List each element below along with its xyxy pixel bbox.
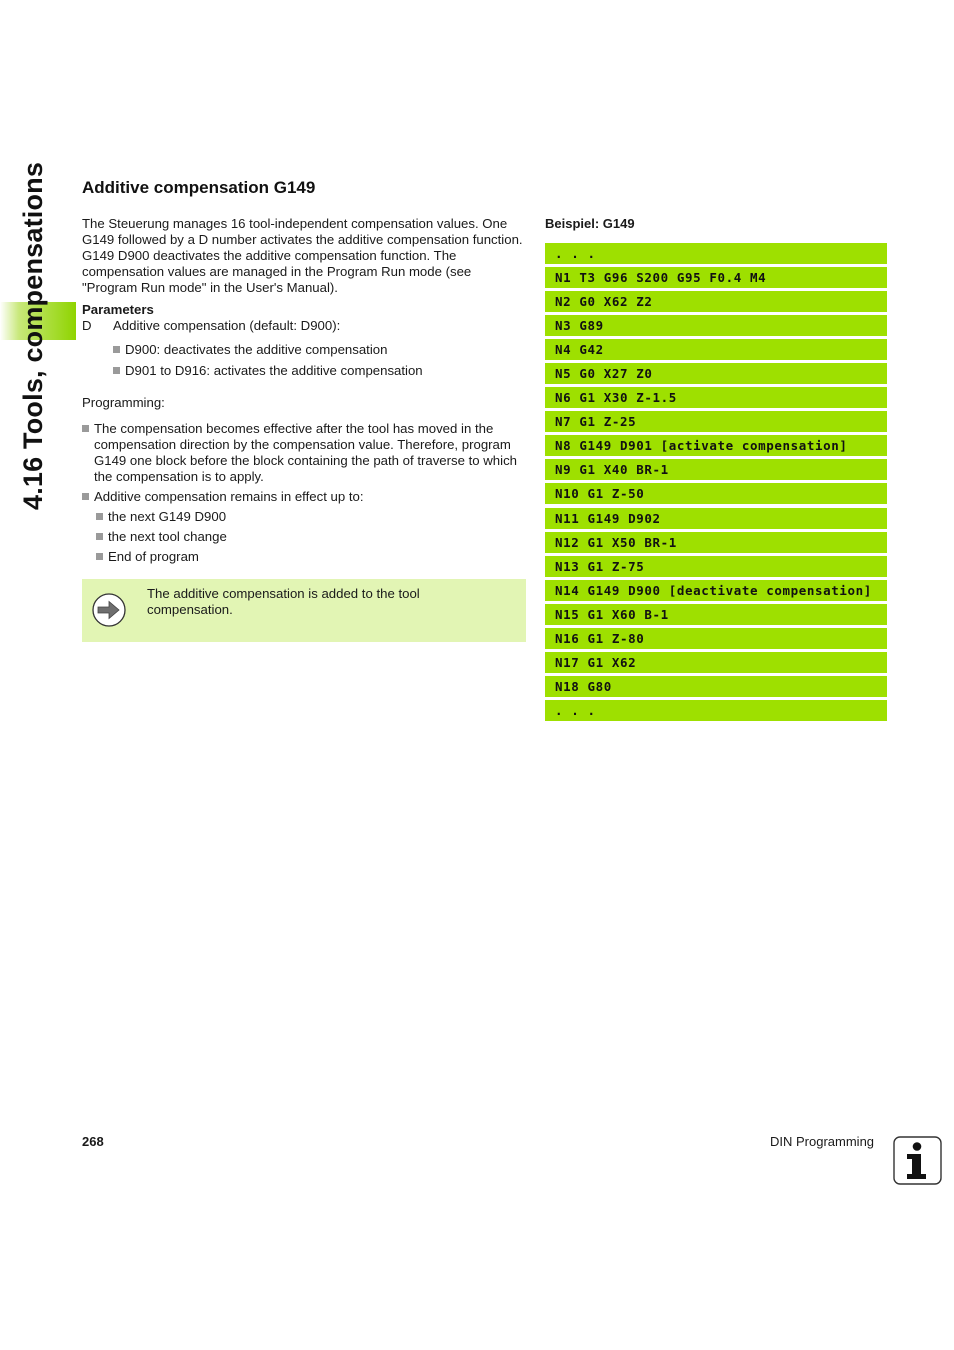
code-line: . . . [545,243,887,264]
code-example [545,243,887,724]
list-subitem: the next tool change [82,529,527,545]
code-line: N9 G1 X40 BR-1 [545,459,887,480]
list-subitem: End of program [82,549,527,565]
programming-label: Programming: [82,395,165,410]
code-line: N15 G1 X60 B-1 [545,604,887,625]
square-bullet-icon [113,367,120,374]
parameter-option: D901 to D916: activates the additive compensation [82,363,527,379]
code-line: N18 G80 [545,676,887,697]
page-number: 268 [82,1134,104,1149]
list-subitem: the next G149 D900 [82,509,527,525]
footer-section-name: DIN Programming [770,1134,875,1149]
parameter-option: D900: deactivates the additive compensation [82,342,527,358]
code-line: N5 G0 X27 Z0 [545,363,887,384]
square-bullet-icon [82,493,89,500]
code-line: N7 G1 Z-25 [545,411,887,432]
arrow-right-icon [92,593,126,627]
chapter-title: 4.16 Tools, compensations [18,161,48,510]
code-line: N6 G1 X30 Z-1.5 [545,387,887,408]
square-bullet-icon [113,346,120,353]
square-bullet-icon [96,513,103,520]
square-bullet-icon [96,553,103,560]
code-line: N10 G1 Z-50 [545,483,887,504]
parameter-key: D [82,318,92,333]
code-line: N11 G149 D902 [545,508,887,529]
main-text-column [82,216,527,565]
example-heading: Beispiel: G149 [545,216,635,231]
parameter-description: Additive compensation (default: D900): [113,318,341,333]
note-text: The additive compensation is added to the tool compensation. [147,586,420,617]
info-icon [893,1136,942,1185]
code-line: N17 G1 X62 [545,652,887,673]
code-line: N3 G89 [545,315,887,336]
code-line: N2 G0 X62 Z2 [545,291,887,312]
list-item: Additive compensation remains in effect up to: [82,489,527,505]
note-box [82,579,526,642]
code-line: N14 G149 D900 [deactivate compensation] [545,580,887,601]
parameters-heading: Parameters [82,302,154,317]
square-bullet-icon [96,533,103,540]
code-line: N16 G1 Z-80 [545,628,887,649]
code-line: N1 T3 G96 S200 G95 F0.4 M4 [545,267,887,288]
code-line: N13 G1 Z-75 [545,556,887,577]
section-title: Additive compensation G149 [82,178,316,197]
code-line: . . . [545,700,887,721]
code-line: N12 G1 X50 BR-1 [545,532,887,553]
list-item: The compensation becomes effective after the tool has moved in the compensation direction by the compensation value. Therefore, program G149 one block before the block containing the path of traverse to which the compensation is to apply. [82,421,527,485]
code-line: N8 G149 D901 [activate compensation] [545,435,887,456]
intro-paragraph: The Steuerung manages 16 tool-independent compensation values. One G149 followed by a D number activates the additive compensation function. G149 D900 deactivates the additive compensation function. The compensation values are managed in the Program Run mode (see "Program Run mode" in the User's Manual). [82,216,523,295]
code-line: N4 G42 [545,339,887,360]
square-bullet-icon [82,425,89,432]
parameter-row [82,318,527,334]
